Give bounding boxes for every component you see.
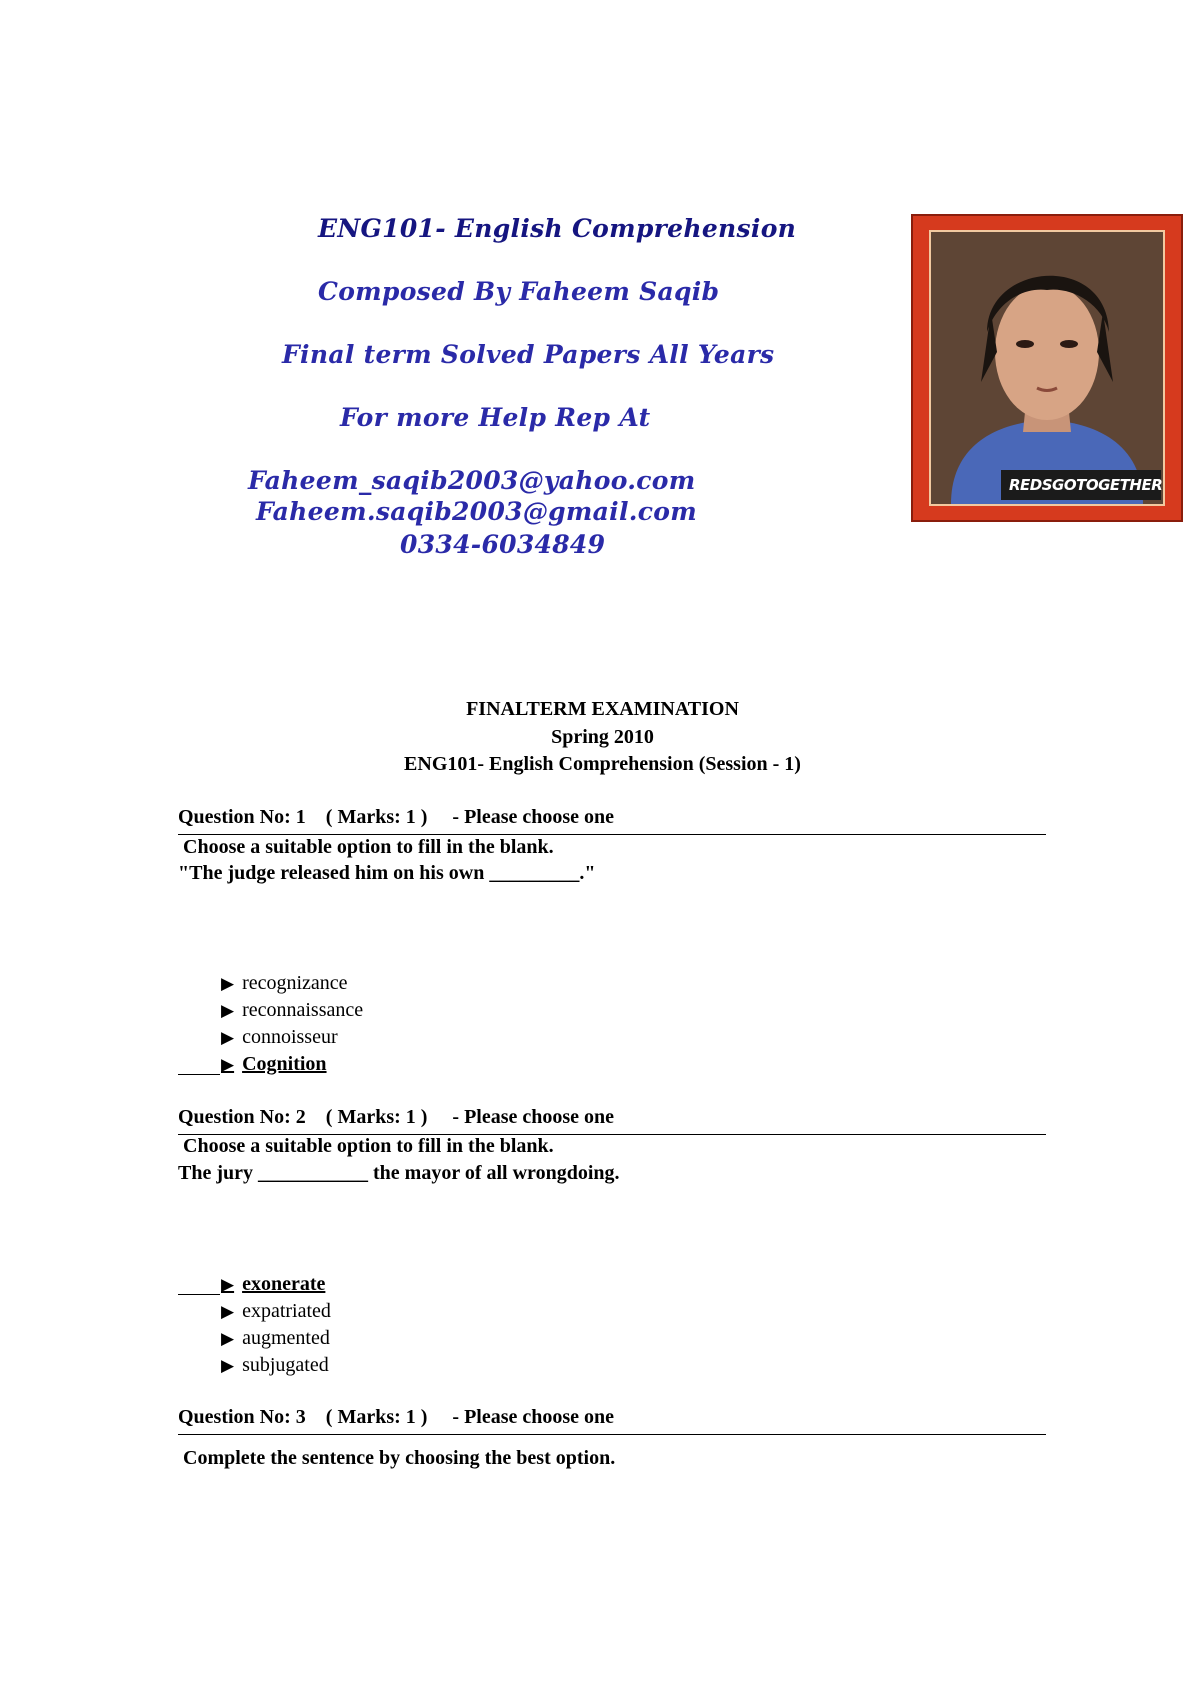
question-1-instruction: Choose a suitable option to fill in the blank. — [178, 836, 554, 858]
triangle-right-icon: ▶ — [221, 1275, 235, 1295]
triangle-right-icon: ▶ — [221, 1055, 235, 1075]
document-title: ENG101- English Comprehension — [318, 214, 797, 243]
portrait-illustration — [931, 232, 1163, 504]
email-gmail: Faheem.saqib2003@gmail.com — [256, 497, 698, 526]
help-text: For more Help Rep At — [340, 403, 651, 432]
exam-course: ENG101- English Comprehension (Session - 1) — [404, 753, 801, 775]
exam-term: Spring 2010 — [551, 726, 654, 748]
triangle-right-icon: ▶ — [221, 1028, 235, 1048]
question-2-prompt: The jury ___________ the mayor of all wrongdoing. — [178, 1162, 620, 1184]
question-3-instruction: Complete the sentence by choosing the best option. — [178, 1447, 616, 1469]
q1-option-1[interactable]: ▶ recognizance — [221, 972, 348, 994]
question-3-header: Question No: 3 ( Marks: 1 ) - Please choose one — [178, 1406, 1046, 1435]
q1-answer-marker — [178, 1074, 220, 1075]
q1-option-4-selected[interactable]: ▶ Cognition — [221, 1053, 327, 1075]
q2-option-2[interactable]: ▶ expatriated — [221, 1300, 331, 1322]
q2-option-4[interactable]: ▶ subjugated — [221, 1354, 329, 1376]
q2-answer-marker — [178, 1294, 220, 1295]
question-2-instruction: Choose a suitable option to fill in the blank. — [178, 1135, 554, 1157]
exam-heading: FINALTERM EXAMINATION — [466, 698, 739, 720]
q1-option-3[interactable]: ▶ connoisseur — [221, 1026, 338, 1048]
triangle-right-icon: ▶ — [221, 1001, 235, 1021]
question-2-header: Question No: 2 ( Marks: 1 ) - Please choose one — [178, 1106, 1046, 1135]
email-yahoo: Faheem_saqib2003@yahoo.com — [248, 466, 696, 495]
q1-option-2[interactable]: ▶ reconnaissance — [221, 999, 364, 1021]
question-1-header: Question No: 1 ( Marks: 1 ) - Please choose one — [178, 806, 1046, 835]
q2-option-1-selected[interactable]: ▶ exonerate — [221, 1273, 326, 1295]
composed-by: Composed By Faheem Saqib — [318, 277, 720, 306]
author-photo — [911, 214, 1183, 522]
photo-caption: REDSGOTOGETHER — [1009, 476, 1163, 494]
subtitle: Final term Solved Papers All Years — [282, 340, 775, 369]
question-1-prompt: "The judge released him on his own _________." — [178, 862, 596, 884]
triangle-right-icon: ▶ — [221, 974, 235, 994]
triangle-right-icon: ▶ — [221, 1329, 235, 1349]
author-portrait — [929, 230, 1165, 506]
phone-number: 0334-6034849 — [400, 530, 606, 559]
q2-option-3[interactable]: ▶ augmented — [221, 1327, 330, 1349]
triangle-right-icon: ▶ — [221, 1302, 235, 1322]
triangle-right-icon: ▶ — [221, 1356, 235, 1376]
